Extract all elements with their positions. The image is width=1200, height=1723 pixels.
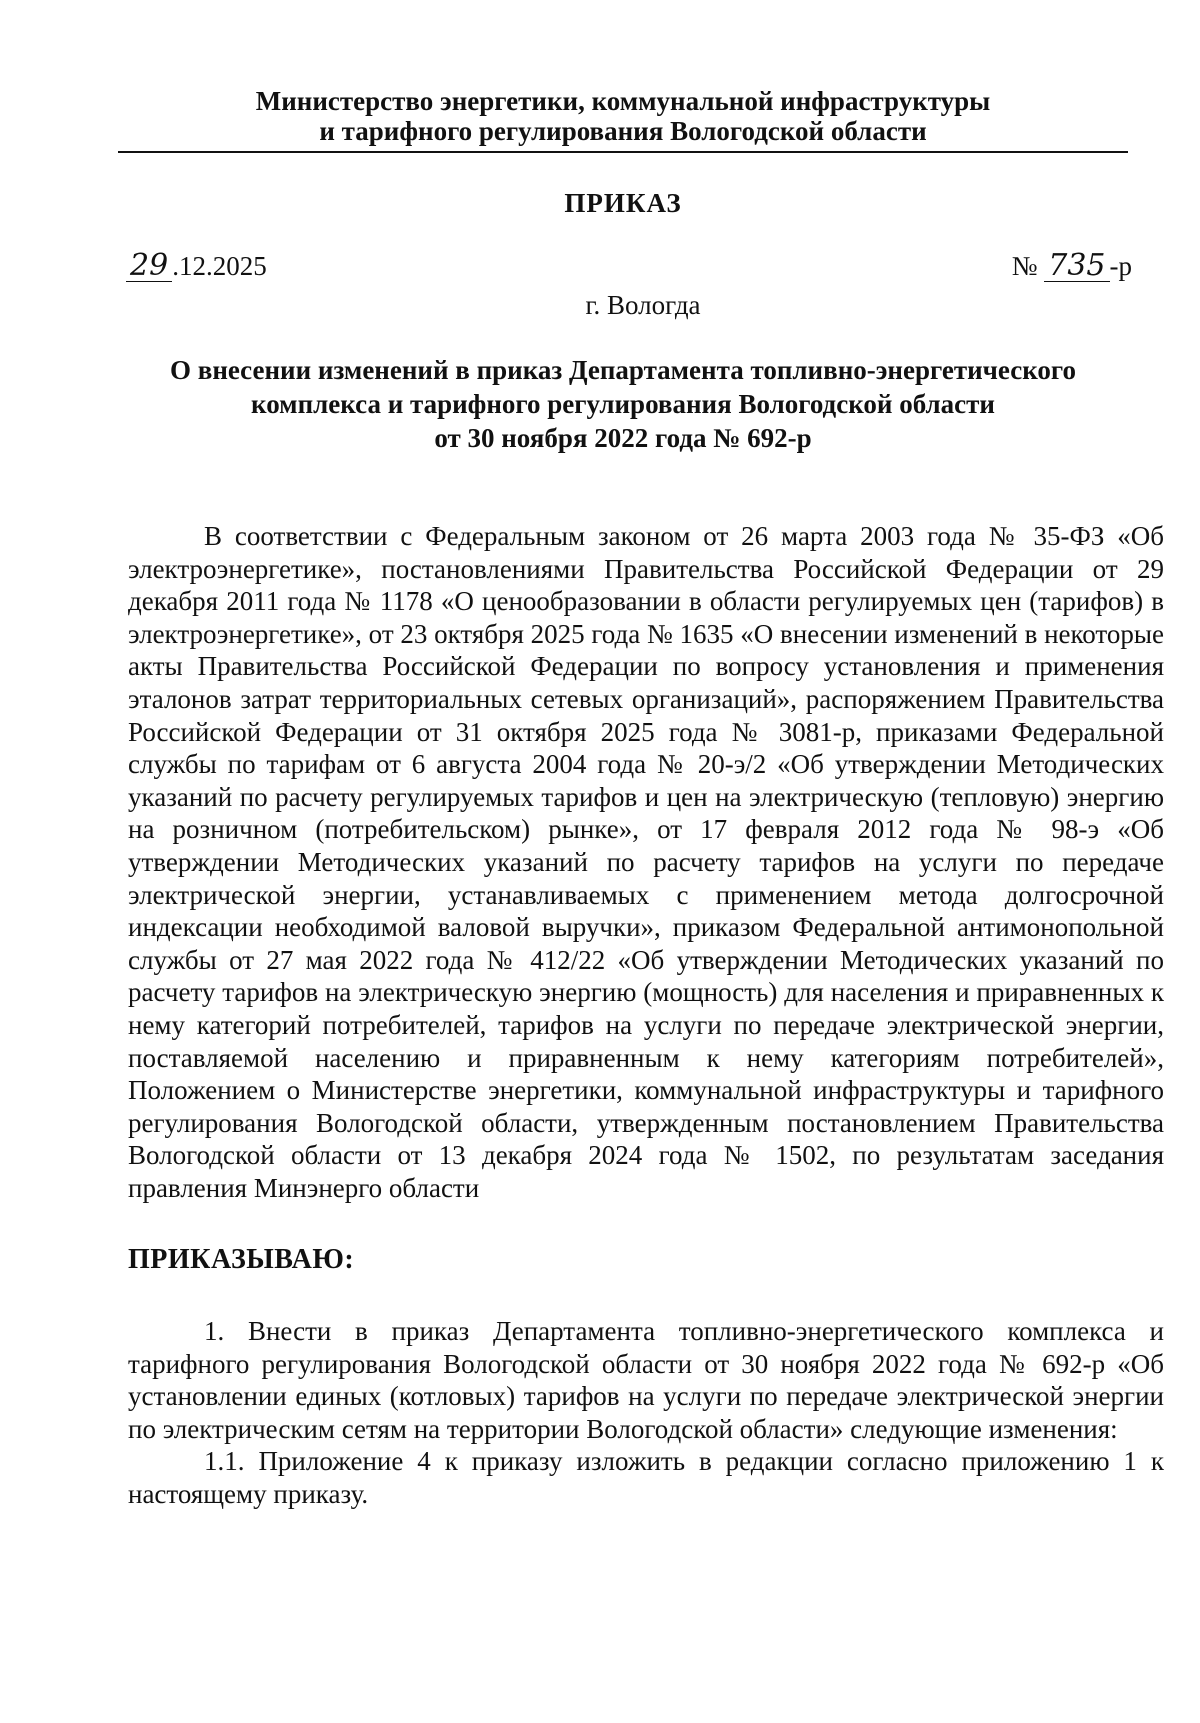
order-item-1: 1. Внести в приказ Департамента топливно-энергетического комплекса и тарифного регулирования Вологодской области от 30 ноября 2022 года № 692-р «Об установлении единых (котловых) тарифов на услуги по передаче электрической энергии по электрическим сетям на территории Вологодской области» следующие изменения: bbox=[128, 1316, 1164, 1444]
order-number-suffix: -р bbox=[1109, 251, 1132, 281]
order-word: ПРИКАЗЫВАЮ: bbox=[128, 1244, 355, 1275]
ministry-name-line2: и тарифного регулирования Вологодской области bbox=[319, 116, 927, 146]
order-items bbox=[128, 1315, 1164, 1511]
order-subject-line2: комплекса и тарифного регулирования Вологодской области bbox=[251, 389, 995, 419]
order-subject-line3: от 30 ноября 2022 года № 692-р bbox=[434, 423, 812, 453]
preamble-paragraph: В соответствии с Федеральным законом от 26 марта 2003 года № 35-ФЗ «Об электроэнергетике», постановлениями Правительства Российской Федерации от 29 декабря 2011 года № 1178 «О ценообразовании в области регулируемых цен (тарифов) в электроэнергетике», от 23 октября 2025 года № 1635 «О внесении изменений в некоторые акты Правительства Российской Федерации по вопросу установления и применения эталонов затрат территориальных сетевых организаций», распоряжением Правительства Российской Федерации от 31 октября 2025 года № 3081-р, приказами Федеральной службы по тарифам от 6 августа 2004 года № 20-э/2 «Об утверждении Методических указаний по расчету регулируемых тарифов и цен на электрическую (тепловую) энергию на розничном (потребительском) рынке», от 17 февраля 2012 года № 98-э «Об утверждении Методических указаний по расчету тарифов на услуги по передаче электрической энергии, устанавливаемых с применением метода долгосрочной индексации необходимой валовой выручки», приказом Федеральной антимонопольной службы от 27 мая 2022 года № 412/22 «Об утверждении Методических указаний по расчету тарифов на электрическую энергию (мощность) для населения и приравненных к нему категорий потребителей, тарифов на услуги по передаче электрической энергии, поставляемой населению и приравненным к нему категориям потребителей», Положением о Министерстве энергетики, коммунальной инфраструктуры и тарифного регулирования Вологодской области, утвержденным постановлением Правительства Вологодской области от 13 декабря 2024 года № 1502, по результатам заседания правления Минэнерго области bbox=[128, 521, 1164, 1203]
order-date bbox=[126, 248, 267, 283]
ministry-name bbox=[118, 86, 1128, 146]
order-number-prefix: № bbox=[1011, 251, 1038, 281]
order-date-rest: .12.2025 bbox=[172, 251, 267, 281]
document-title: ПРИКАЗ bbox=[564, 188, 682, 218]
order-item-1-1: 1.1. Приложение 4 к приказу изложить в редакции согласно приложению 1 к настоящему приказу. bbox=[128, 1446, 1164, 1509]
preamble bbox=[128, 520, 1164, 1204]
order-number bbox=[1011, 248, 1132, 283]
order-subject-line1: О внесении изменений в приказ Департамента топливно-энергетического bbox=[169, 355, 1076, 385]
order-date-day: 29 bbox=[126, 251, 172, 282]
ministry-name-line1: Министерство энергетики, коммунальной инфраструктуры bbox=[255, 86, 991, 116]
order-subject bbox=[118, 353, 1128, 455]
city: г. Вологда bbox=[585, 290, 701, 320]
header-underline bbox=[118, 151, 1128, 153]
order-number-value: 735 bbox=[1044, 251, 1109, 282]
